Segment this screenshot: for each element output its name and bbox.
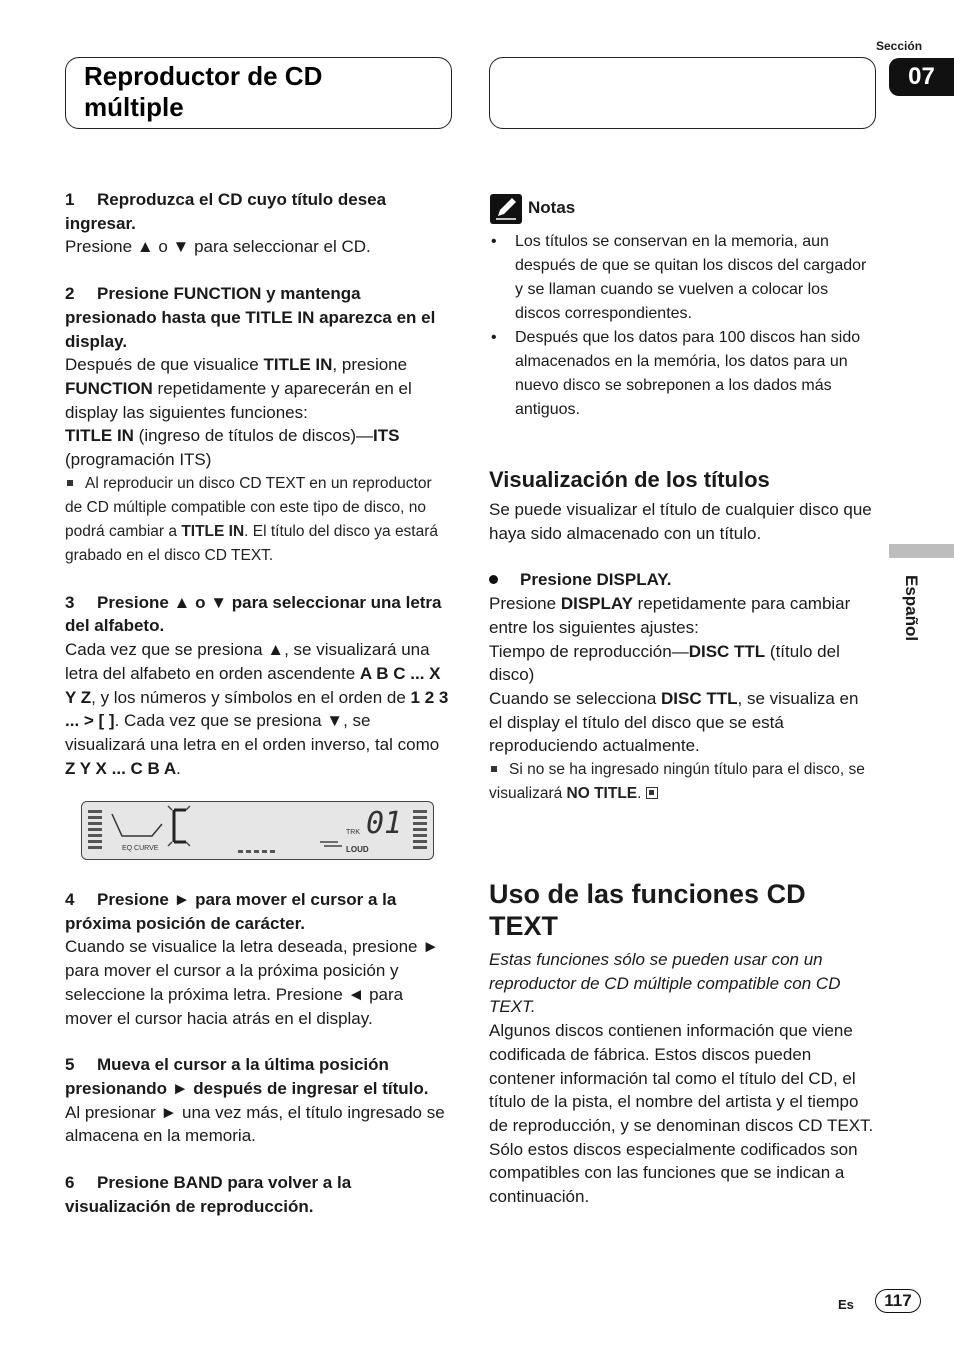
step-2-title: 2 Presione FUNCTION y mantenga presionado hasta que TITLE IN aparezca en el display. — [65, 284, 436, 351]
header-title-box — [65, 57, 452, 129]
lcd-eq-label: EQ CURVE — [122, 845, 159, 852]
notes-title: Notas — [528, 198, 576, 217]
step-5-body: Al presionar ► una vez más, el título ingresado se almacena en la memoria. — [65, 1102, 445, 1146]
footer-lang-code: Es — [838, 1297, 854, 1312]
square-bullet-icon — [67, 480, 73, 486]
lcd-display-illustration — [81, 801, 434, 860]
step-2-note: Al reproducir un disco CD TEXT en un reproductor de CD múltiple compatible con este tipo de disco, no podrá cambiar a TITLE IN. El título del disco ya estará grabado en el disco CD TEXT. — [65, 474, 439, 564]
step-5-title: 5 Mueva el cursor a la última posición presionando ► después de ingresar el título. — [65, 1055, 429, 1098]
right-column — [489, 466, 875, 806]
step-3-title: 3 Presione ▲ o ▼ para seleccionar una letra del alfabeto. — [65, 592, 442, 636]
language-tab-marker — [889, 544, 954, 558]
lcd-loud-label: LOUD — [346, 845, 369, 854]
square-bullet-icon — [491, 766, 497, 772]
cd-text-intro: Estas funciones sólo se pueden usar con un reproductor de CD múltiple compatible con CD TEXT. — [489, 950, 841, 1017]
cd-text-heading: Uso de las funciones CD TEXT — [489, 879, 806, 941]
page-title: Reproductor de CD múltiple — [84, 61, 323, 122]
section-number: 07 — [889, 58, 954, 96]
step-6-title: 6 Presione BAND para volver a la visualización de reproducción. — [65, 1173, 352, 1216]
header-empty-box — [489, 57, 876, 129]
step-1-title: 1 Reproduzca el CD cuyo título desea ingresar. — [65, 190, 387, 233]
step-2-functions: TITLE IN (ingreso de títulos de discos)—ITS (programación ITS) — [65, 426, 400, 470]
display-note: Si no se ha ingresado ningún título para el disco, se visualizará NO TITLE. — [489, 761, 865, 803]
notes-list — [489, 230, 869, 422]
lcd-trk-label: TRK — [346, 829, 360, 836]
cd-text-section — [489, 878, 875, 1209]
notes-icon — [490, 194, 522, 224]
note-item: • Después que los datos para 100 discos han sido almacenados en la memória, los datos para un nuevo disco se sobreponen a los dados más antiguos. — [489, 326, 869, 422]
lcd-track-number: 01 — [366, 806, 403, 841]
step-1-body: Presione ▲ o ▼ para seleccionar el CD. — [65, 237, 371, 257]
step-3-body: Cada vez que se presiona ▲, se visualizará una letra del alfabeto en orden ascendente A B C ... X Y Z, y los números y símbolos en el orden de 1 2 3 ... > [ ]. Cada vez que se presiona ▼, se visualizará una letra en el orden inverso, tal como Z Y X ... C B A. — [65, 640, 449, 778]
display-body-3: Cuando se selecciona DISC TTL, se visualiza en el display el título del disco que se está reproduciendo actualmente. — [489, 688, 859, 756]
pencil-icon — [490, 194, 522, 224]
language-label: Español — [902, 575, 921, 642]
display-body-1: Presione DISPLAY repetidamente para cambiar entre los siguientes ajustes: — [489, 594, 851, 637]
bullet-dot-icon — [489, 575, 498, 584]
note-item: • Los títulos se conservan en la memoria, aun después de que se quitan los discos del cargador y se llaman cuando se vuelven a colocar los discos correspondientes. — [489, 230, 869, 326]
left-column — [65, 188, 453, 780]
visualization-body: Se puede visualizar el título de cualquier disco que haya sido almacenado con un título. — [489, 500, 872, 543]
left-column-lower — [65, 888, 453, 1218]
display-body-2: Tiempo de reproducción—DISC TTL (título del disco) — [489, 641, 840, 685]
page-number: 117 — [875, 1289, 921, 1313]
visualization-heading: Visualización de los títulos — [489, 467, 770, 492]
section-label: Sección — [876, 39, 923, 53]
step-4-title: 4 Presione ► para mover el cursor a la próxima posición de carácter. — [65, 890, 397, 933]
step-4-body: Cuando se visualice la letra deseada, presione ► para mover el cursor a la próxima posición y seleccione la próxima letra. Presione ◄ para mover el cursor hacia atrás en el display. — [65, 937, 440, 1028]
press-display-step: Presione DISPLAY. — [489, 568, 875, 592]
end-mark-icon — [646, 787, 658, 799]
cd-text-body: Algunos discos contienen información que viene codificada de fábrica. Estos discos pueden contener información tal como el título del CD, el título de la pista, el nombre del artista y el tiempo de reproducción, y se denominan discos CD TEXT. Sólo estos discos especialmente codificados son compatibles con las funciones que se indican a continuación. — [489, 1021, 874, 1207]
step-2-body: Después de que visualice TITLE IN, presione FUNCTION repetidamente y aparecerán en el display las siguientes funciones: — [65, 355, 412, 422]
